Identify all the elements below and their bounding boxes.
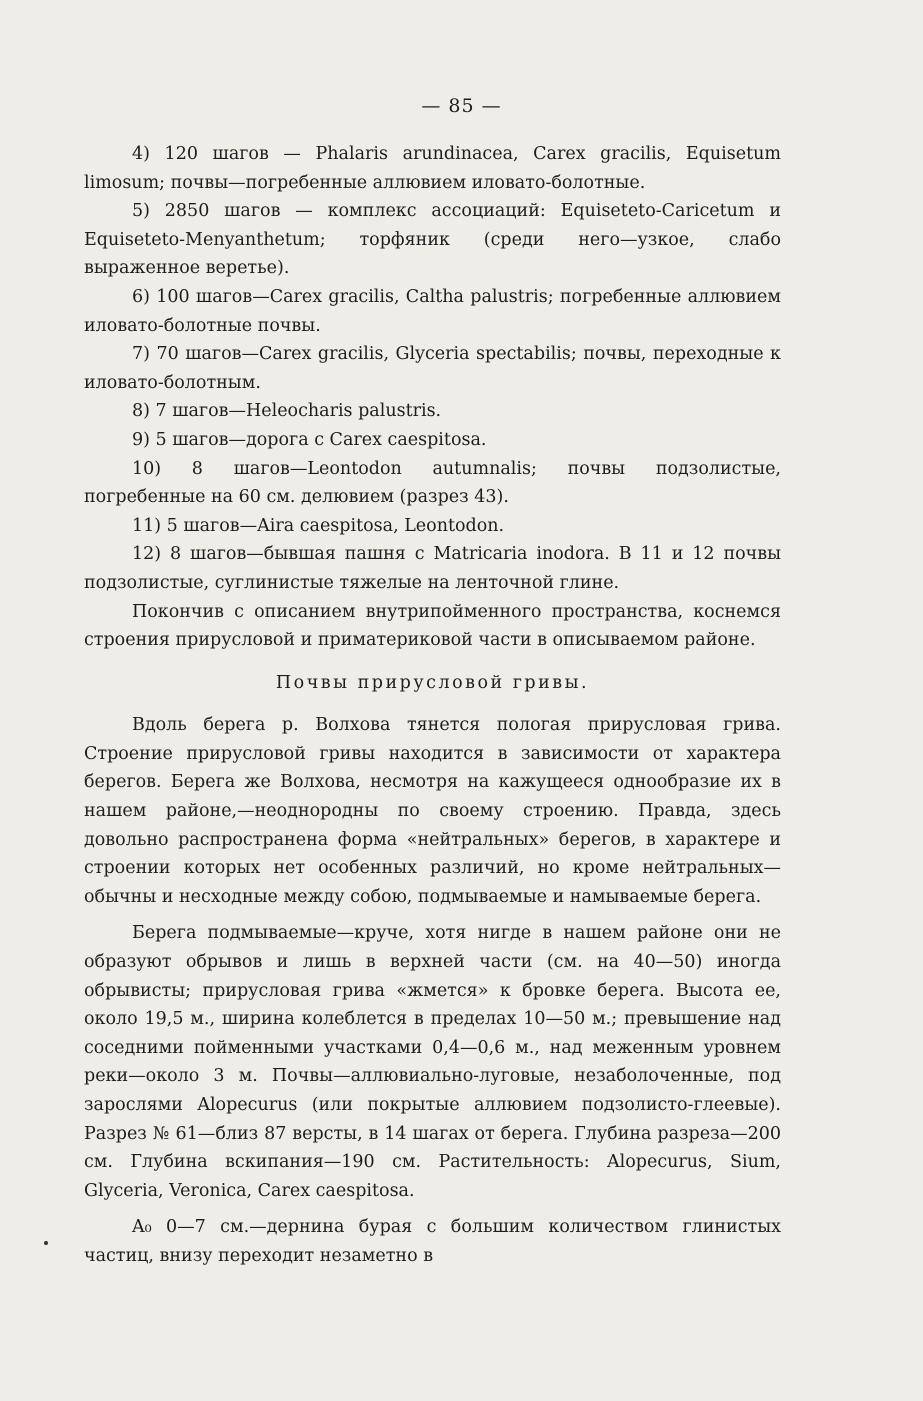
section-heading: Почвы прирусловой гривы. [275,672,590,693]
paragraph: Вдоль берега р. Волхова тянется пологая прирусловая грива. Строение прирусловой гривы находится в зависимости от характера берегов. Берега же Волхова, несмотря на кажущееся однообразие их в нашем районе,—неоднородны по своему строению. Правда, здесь довольно распространена форма «нейтральных» берегов, в характере и строении которых нет особенных различий, но кроме нейтральных—обычны и несходные между собою, подмываемые и намываемые берега. [84,715,781,907]
paragraph: A₀ 0—7 см.—дернина бурая с большим количеством глинистых частиц, внизу переходит незаметно в [84,1217,781,1266]
paragraph-list-item: 11) 5 шагов—Aira caespitosa, Leontodon. [132,515,505,536]
margin-speck [44,1241,48,1245]
paragraph: Берега подмываемые—круче, хотя нигде в нашем районе они не образуют обрывов и лишь в верхней части (см. на 40—50) иногда обрывисты; прирусловая грива «жмется» к бровке берега. Высота ее, около 19,5 м., ширина колеблется в пределах 10—50 м.; превышение над соседними пойменными участками 0,4—0,6 м., над меженным уровнем реки—около 3 м. Почвы—аллювиально-луговые, незаболоченные, под зарослями Alopecurus (или покрытые аллювием подзолисто-глеевые). Разрез № 61—близ 87 версты, в 14 шагах от берега. Глубина разреза—200 см. Глубина вскипания—190 см. Растительность: Alopecurus, Sium, Glyceria, Veronica, Carex caespitosa. [84,923,781,1201]
paragraph-list-item: 5) 2850 шагов — комплекс ассоциаций: Equiseteto-Caricetum и Equiseteto-Menyanthetum; торфяник (среди него—узкое, слабо выраженное веретье). [84,201,781,279]
page-number: — 85 — [421,95,502,117]
paragraph-list-item: 9) 5 шагов—дорога с Carex caespitosa. [132,429,487,450]
paragraph: Покончив с описанием внутрипойменного пространства, коснемся строения прирусловой и приматериковой части в описываемом районе. [84,601,781,651]
paragraph-list-item: 8) 7 шагов—Heleocharis palustris. [132,401,442,422]
paragraph-list-item: 4) 120 шагов — Phalaris arundinacea, Carex gracilis, Equisetum limosum; почвы—погребенные аллювием иловато-болотные. [84,144,781,193]
paragraph-list-item: 10) 8 шагов—Leontodon autumnalis; почвы подзолистые, погребенные на 60 см. делювием (разрез 43). [84,458,781,508]
paragraph-list-item: 7) 70 шагов—Carex gracilis, Glyceria spectabilis; почвы, переходные к иловато-болотным. [84,344,781,393]
body-text [84,140,781,1271]
paragraph-list-item: 6) 100 шагов—Carex gracilis, Caltha palustris; погребенные аллювием иловато-болотные почвы. [84,286,781,336]
paragraph-list-item: 12) 8 шагов—бывшая пашня с Matricaria inodora. В 11 и 12 почвы подзолистые, суглинистые тяжелые на ленточной глине. [84,544,781,593]
